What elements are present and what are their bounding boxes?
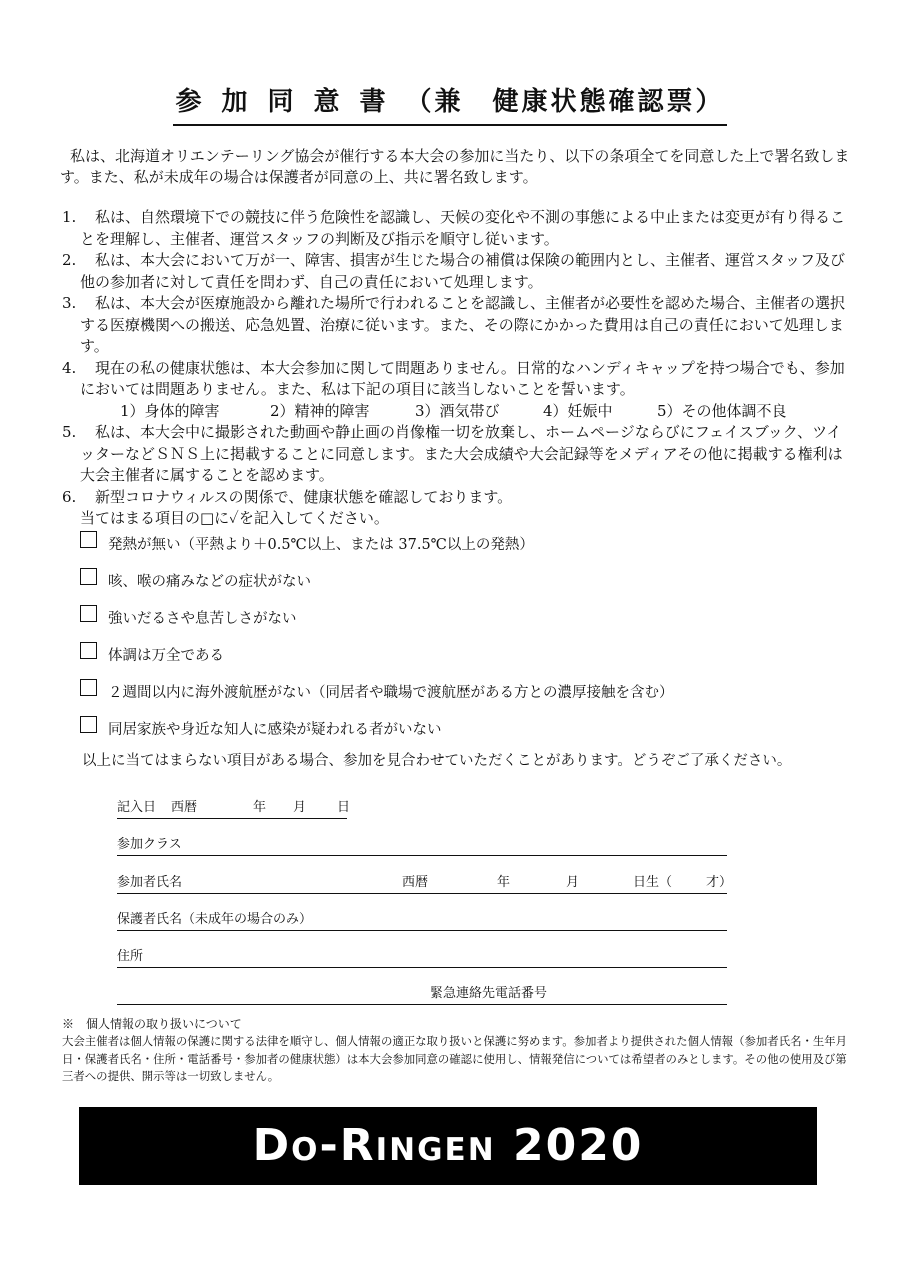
guardian-field[interactable] bbox=[117, 912, 727, 931]
class-field[interactable] bbox=[117, 837, 727, 856]
checklist-item bbox=[80, 712, 850, 749]
checklist-label: 発熱が無い（平熱より＋0.5℃以上、または 37.5℃以上の発熱） bbox=[108, 537, 534, 553]
checkbox[interactable] bbox=[80, 531, 97, 548]
participant-field[interactable] bbox=[117, 875, 733, 894]
birth-era: 西暦 bbox=[402, 875, 429, 890]
event-logo-text: Do-Ringen 2020 bbox=[252, 1120, 644, 1171]
clause-4-conditions bbox=[80, 401, 852, 423]
intro-paragraph: 私は、北海道オリエンテーリング協会が催行する本大会の参加に当たり、以下の条項全てを同意した上で署名致します。また、私が未成年の場合は保護者が同意の上、共に署名致します。 bbox=[60, 147, 850, 186]
checkbox[interactable] bbox=[80, 679, 97, 696]
address-label: 住所 bbox=[117, 949, 144, 964]
checkbox[interactable] bbox=[80, 568, 97, 585]
clause-text: 私は、自然環境下での競技に伴う危険性を認識し、天候の変化や不測の事態による中止または変更が有り得ることを理解し、主催者、運営スタッフの判断及び指示を順守し従います。 bbox=[80, 208, 846, 248]
clause-2 bbox=[62, 250, 852, 293]
clause-6-instruction: 当てはまる項目の□に✓を記入してください。 bbox=[80, 509, 389, 527]
privacy-heading: ※ 個人情報の取り扱いについて bbox=[62, 1017, 242, 1031]
document-title bbox=[0, 84, 900, 126]
clause-number: 4. bbox=[62, 358, 77, 377]
condition-item: 5）その他体調不良 bbox=[657, 401, 787, 420]
event-logo-banner bbox=[79, 1107, 817, 1185]
checklist-label: ２週間以内に海外渡航歴がない（同居者や職場で渡航歴がある方との濃厚接触を含む） bbox=[108, 685, 674, 701]
entry-date-year: 年 bbox=[253, 800, 267, 815]
clause-1 bbox=[62, 207, 852, 250]
clause-3 bbox=[62, 293, 852, 358]
clause-4 bbox=[62, 358, 852, 423]
checklist-item bbox=[80, 675, 850, 712]
clause-number: 2. bbox=[62, 251, 77, 269]
title-main: 参加同意書 bbox=[175, 87, 406, 117]
clause-number: 1. bbox=[62, 208, 77, 226]
clause-text: 現在の私の健康状態は、本大会参加に関して問題ありません。日常的なハンディキャップを持つ場合でも、参加においては問題ありません。また、私は下記の項目に該当しないことを誓います。 bbox=[80, 358, 845, 398]
birth-day: 日生（ bbox=[633, 875, 673, 890]
class-label: 参加クラス bbox=[117, 837, 182, 852]
age: 才） bbox=[706, 875, 733, 890]
condition-item: 1）身体的障害 bbox=[120, 401, 220, 420]
birth-year: 年 bbox=[497, 875, 511, 890]
emergency-phone-label: 緊急連絡先電話番号 bbox=[430, 986, 548, 1001]
clause-5 bbox=[62, 422, 852, 487]
clause-text: 新型コロナウィルスの関係で、健康状態を確認しております。 bbox=[95, 487, 513, 506]
clause-number: 5. bbox=[62, 423, 77, 441]
clause-text: 私は、本大会中に撮影された動画や静止画の肖像権一切を放棄し、ホームページならびにフェイスブック、ツイッターなどＳＮＳ上に掲載することに同意します。また大会成績や大会記録等をメディアその他に掲載する権利は大会主催者に属することを認めます。 bbox=[80, 423, 843, 484]
entry-date-field[interactable] bbox=[117, 800, 351, 819]
checklist-label: 咳、喉の痛みなどの症状がない bbox=[108, 574, 311, 590]
condition-item: 3）酒気帯び bbox=[415, 401, 500, 420]
entry-date-month: 月 bbox=[293, 800, 307, 815]
checklist-item bbox=[80, 601, 850, 638]
guardian-label: 保護者氏名（未成年の場合のみ） bbox=[117, 912, 313, 927]
checkbox[interactable] bbox=[80, 716, 97, 733]
condition-item: 2）精神的障害 bbox=[270, 401, 370, 420]
condition-item: 4）妊娠中 bbox=[543, 401, 613, 420]
birth-month: 月 bbox=[566, 875, 580, 890]
checklist-item bbox=[80, 527, 850, 564]
participant-label: 参加者氏名 bbox=[117, 875, 183, 890]
consent-clauses bbox=[62, 207, 852, 530]
checklist-item bbox=[80, 564, 850, 601]
clause-text: 私は、本大会が医療施設から離れた場所で行われることを認識し、主催者が必要性を認めた場合、主催者の選択する医療機関への搬送、応急処置、治療に従います。また、その際にかかった費用は自己の責任において処理します。 bbox=[80, 294, 846, 355]
clause-text: 私は、本大会において万が一、障害、損害が生じた場合の補償は保険の範囲内とし、主催者、運営スタッフ及び他の参加者に対して責任を問わず、自己の責任において処理します。 bbox=[80, 251, 846, 291]
document-title-underlined bbox=[173, 84, 726, 126]
checkbox[interactable] bbox=[80, 642, 97, 659]
entry-date-label: 記入日 bbox=[117, 800, 157, 815]
clause-number: 3. bbox=[62, 294, 77, 312]
address-field[interactable] bbox=[117, 949, 727, 968]
checklist-label: 同居家族や身近な知人に感染が疑われる者がいない bbox=[108, 722, 442, 738]
health-checklist bbox=[80, 527, 850, 749]
title-sub: （兼 健康状態確認票） bbox=[405, 87, 725, 117]
clause-6 bbox=[62, 487, 852, 530]
checklist-item bbox=[80, 638, 850, 675]
privacy-body: 大会主催者は個人情報の保護に関する法律を順守し、個人情報の適正な取り扱いと保護に努めます。参加者より提供された個人情報（参加者氏名・生年月日・保護者氏名・住所・電話番号・参加者の健康状態）は本大会参加同意の確認に使用し、情報発信については希望者のみとします。その他の使用及び第三者への提供、開示等は一切致しません。 bbox=[62, 1034, 848, 1083]
clause-number: 6. bbox=[62, 487, 77, 506]
closing-note: 以上に当てはまらない項目がある場合、参加を見合わせていただくことがあります。どうぞご了承ください。 bbox=[82, 753, 792, 769]
emergency-phone-field[interactable] bbox=[117, 986, 727, 1005]
entry-date-era: 西暦 bbox=[171, 800, 198, 815]
checklist-label: 強いだるさや息苦しさがない bbox=[108, 611, 297, 627]
checkbox[interactable] bbox=[80, 605, 97, 622]
checklist-label: 体調は万全である bbox=[108, 648, 224, 664]
entry-date-day: 日 bbox=[337, 800, 351, 815]
